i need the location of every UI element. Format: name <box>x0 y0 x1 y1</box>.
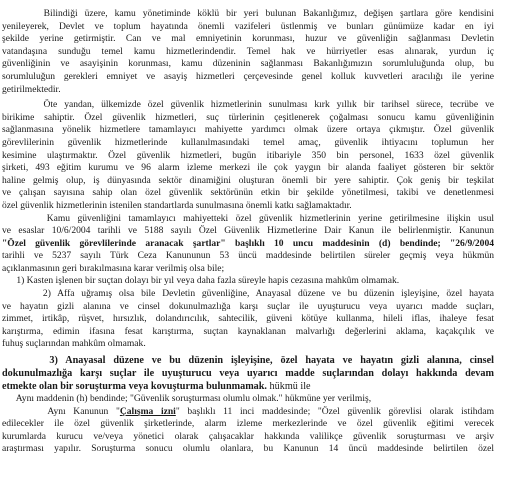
text-line: sorumluluğun gerekleri emniyet ve asayiş hizmetleri çerçevesinde genel kolluk kuvvetleri aracılığı ile yerine <box>2 70 494 82</box>
text-line: özel güvenlik hizmetlerinin istenilen standartlarda sunulmasına önemli katkı sağlamaktadır. <box>2 199 352 211</box>
text-line: dokunulmazlığa karşı suçlar ile uyuşturucu veya uyarıcı madde suçlarından dolayı hakkında devam <box>2 368 494 380</box>
text-line: açıklanmasının geri bırakılmasına karar verilmiş olsa bile; <box>2 262 225 274</box>
text-line: fuhuş suçlarından mahkûm olmamak. <box>2 338 146 350</box>
text-line: 3) Anayasal düzene ve bu düzenin işleyişine, özel hayata ve hayatın gizli alanına, cinsel <box>2 355 494 367</box>
text-line: Aynı maddenin (h) bendinde; "Güvenlik soruşturması olumlu olmak." hükmüne yer verilmiş, <box>2 393 372 405</box>
work-permit-prefix: Aynı Kanunun " <box>2 405 120 417</box>
clause-2 <box>2 288 494 351</box>
text-line: vatandaşına sunduğu temel kamu hizmetlerindendir. Temel hak ve hürriyetler esas alınarak, yurdun iç <box>2 45 494 57</box>
document-page <box>2 8 494 456</box>
clause-3 <box>2 354 494 393</box>
paragraph-intro <box>2 8 494 96</box>
text-line: 2) Affa uğramış olsa bile Devletin güvenliğine, Anayasal düzene ve bu düzenin işleyişine, özel hayata <box>2 288 494 300</box>
text-line: "Özel güvenlik görevlilerinde aranacak şartlar" başlıklı 10 uncu maddesinin (d) bendinde; "26/9/2004 <box>2 237 494 249</box>
text-line: ve çalışan sayısına sahip olan özel güvenlik sektörünün etkin bir şekilde yönetilmesi, takibi ve denetlenmesi <box>2 187 494 199</box>
text-line: yenileyerek, Devlet ve toplum hayatında önemli vazifeleri üstlenmiş ve bunları günümüze kadar en iyi <box>2 20 494 32</box>
text-line: kesimine ulaştırmaktır. Özel güvenlik hizmetleri, bugün itibariyle 350 bin personel, 1633 özel güvenlik <box>2 149 494 161</box>
text-line: görevlilerinin güvenlik hizmetlerinde kullanılmasındaki temel amaç, güvenlik ihtiyacını toplumun her <box>2 136 494 148</box>
text-line: güvenliğinin ve asayişinin korunması, kamu düzeninin sağlanması Bakanlığımızın sorumluluğunda olup, bu <box>2 58 494 70</box>
text-line: araştırması yapılır. Soruşturma sonucu olumlu olanlara, bu Kanunun 14 üncü maddesinde belirtilen özel <box>2 443 494 455</box>
text-line: sağlanmasına yönelik hizmetlere tamamlayıcı mahiyette yardımcı olmak üzere ortaya çıkmıştır. Özel güvenlik <box>2 124 494 136</box>
text-line: ve hayatın gizli alanına ve cinsel dokunulmazlığa karşı suçlar ile uyuşturucu veya uyarıcı madde suçları, <box>2 300 494 312</box>
paragraph-law-5188 <box>2 213 494 276</box>
clause-3-ending: etmekte olan bir soruşturma veya kovuşturma bulunmamak. <box>2 381 267 393</box>
text-line: zimmet, irtikâp, rüşvet, hırsızlık, dolandırıcılık, sahtecilik, güveni kötüye kullanma, hileli iflas, ihaleye fesat <box>2 313 494 325</box>
text-line: Öte yandan, ülkemizde özel güvenlik hizmetlerinin sunulması kırk yıllık bir tarihsel sürece, tecrübe ve <box>2 99 494 111</box>
text-line: getirilmektedir. <box>2 83 61 95</box>
text-line: şekilde yerine getirmiştir. Can ve mal emniyetinin korunması, huzur ve güvenliğin sağlanması Devletin <box>2 33 494 45</box>
text-line: Kamu güvenliğini tamamlayıcı mahiyetteki özel güvenlik hizmetlerinin yerine getirilmesine ilişkin usul <box>2 212 494 224</box>
clause-3-suffix: hükmü ile <box>266 381 311 393</box>
text-line: kurumlarda kurucu ve/veya yönetici olarak çalışacaklar hakkında valilikçe güvenlik soruşturması ve arşiv <box>2 430 494 442</box>
paragraph-work-permit <box>2 406 494 456</box>
work-permit-title: Çalışma izni <box>119 405 176 417</box>
work-permit-rest: " başlıklı 11 inci maddesinde; "Özel güvenlik görevlisi olarak istihdam <box>175 405 494 417</box>
text-line <box>2 406 494 419</box>
text-line: edilecekler ile özel güvenlik şirketlerinde, alarm izleme merkezlerinde ve özel güvenlik eğitimi verecek <box>2 418 494 430</box>
text-line: karıştırma, edimin ifasına fesat karıştırma, suçtan kaynaklanan malvarlığı değerlerini aklama, kaçakçılık ve <box>2 325 494 337</box>
text-line: Bilindiği üzere, kamu yönetiminde köklü bir yeri bulunan Bakanlığımız, değişen şartlara göre kendisini <box>2 8 494 19</box>
text-line: ve esaslar 10/6/2004 tarihli ve 5188 sayılı Özel Güvenlik Hizmetlerine Dair Kanun ile belirlenmiştir. Kanunun <box>2 225 494 237</box>
clause-1 <box>2 275 494 288</box>
text-line: tarihli ve 5237 sayılı Türk Ceza Kanununun 53 üncü maddesinde belirtilen süreler geçmiş veya hükmün <box>2 250 494 262</box>
text-line <box>2 380 494 393</box>
paragraph-h-bendi <box>2 393 494 406</box>
text-line: haline gelmiş olup, iş dünyasında sektör dinamiğini oluşturan önemli bir yere sahiptir. Çok geniş bir teşkilat <box>2 174 494 186</box>
paragraph-private-security <box>2 99 494 212</box>
text-line: 1) Kasten işlenen bir suçtan dolayı bir yıl veya daha fazla süreyle hapis cezasına mahkûm olmamak. <box>2 275 400 287</box>
text-line: şirketi, 493 eğitim kurumu ve 96 alarm izleme merkezi ile çok yaygın bir alanda faaliyet gösteren bir sektör <box>2 162 494 174</box>
text-line: birikime sahiptir. Özel güvenlik hizmetleri, suç türlerinin çeşitlenerek çoğalması sonucu kamu güvenliğinin <box>2 111 494 123</box>
